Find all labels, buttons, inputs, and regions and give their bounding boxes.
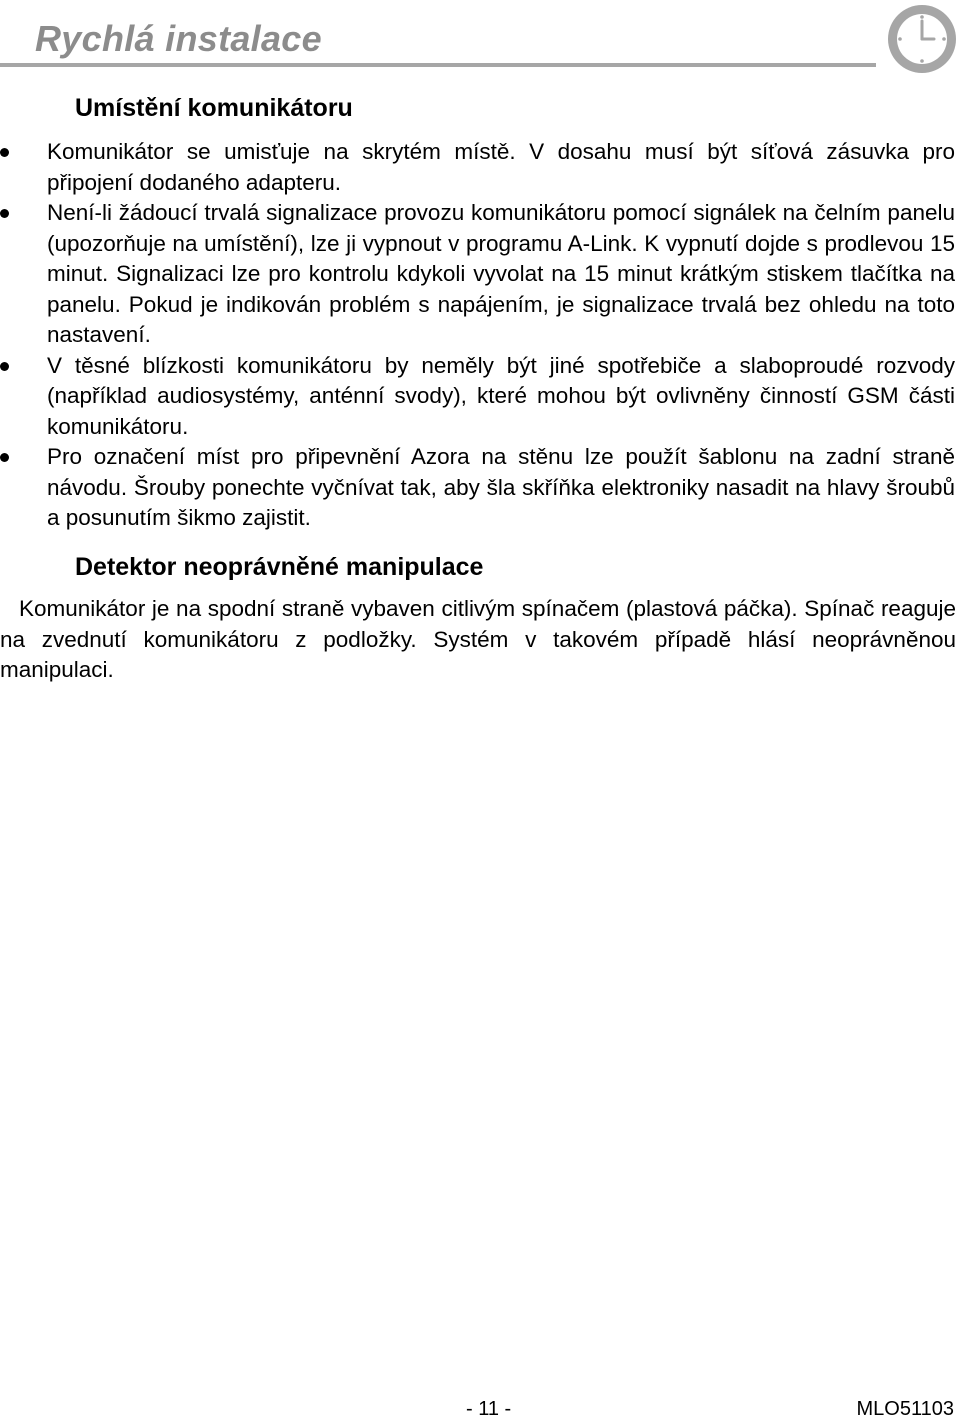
bullet-icon bbox=[0, 362, 9, 371]
page-number: - 11 - bbox=[466, 1398, 512, 1420]
section-heading-tamper-detector: Detektor neoprávněné manipulace bbox=[75, 553, 484, 581]
tamper-detector-paragraph: Komunikátor je na spodní straně vybaven citlivým spínačem (plastová páčka). Spínač reaguje na zvednutí komunikátoru z podložky. Systém v takovém případě hlásí neoprávněnou manipulaci. bbox=[0, 596, 956, 682]
list-item bbox=[0, 137, 955, 198]
page-title: Rychlá instalace bbox=[35, 18, 322, 59]
list-item bbox=[0, 198, 955, 351]
list-item-text: Není-li žádoucí trvalá signalizace provozu komunikátoru pomocí signálek na čelním panelu (upozorňuje na umístění), lze ji vypnout v programu A-Link. K vypnutí dojde s prodlevou 15 minut. Signalizaci lze pro kontrolu kdykoli vyvolat na 15 minut krátkým stiskem tlačítka na panelu. Pokud je indikován problém s napájením, je signalizace trvalá bez ohledu na toto nastavení. bbox=[47, 200, 955, 347]
bullet-icon bbox=[0, 453, 9, 462]
section-heading-placement: Umístění komunikátoru bbox=[75, 94, 353, 122]
list-item bbox=[0, 351, 955, 443]
document-code: MLO51103 bbox=[856, 1398, 954, 1420]
list-item-text: V těsné blízkosti komunikátoru by neměly být jiné spotřebiče a slaboproudé rozvody (například audiosystémy, anténní svody), které mohou být ovlivněny činností GSM části komunikátoru. bbox=[47, 352, 955, 439]
clock-icon bbox=[886, 3, 958, 75]
page-header bbox=[0, 0, 960, 80]
bullet-icon bbox=[0, 148, 9, 157]
header-divider bbox=[0, 63, 876, 67]
list-item bbox=[0, 442, 955, 534]
list-item-text: Komunikátor se umisťuje na skrytém místě. V dosahu musí být síťová zásuvka pro připojení dodaného adapteru. bbox=[47, 139, 955, 195]
list-item-text: Pro označení míst pro připevnění Azora na stěnu lze použít šablonu na zadní straně návodu. Šrouby ponechte vyčnívat tak, aby šla skříňka elektroniky nasadit na hlavy šroubů a posunutím šikmo zajistit. bbox=[47, 444, 955, 530]
bullet-icon bbox=[0, 209, 9, 218]
placement-bullet-list bbox=[0, 137, 960, 534]
